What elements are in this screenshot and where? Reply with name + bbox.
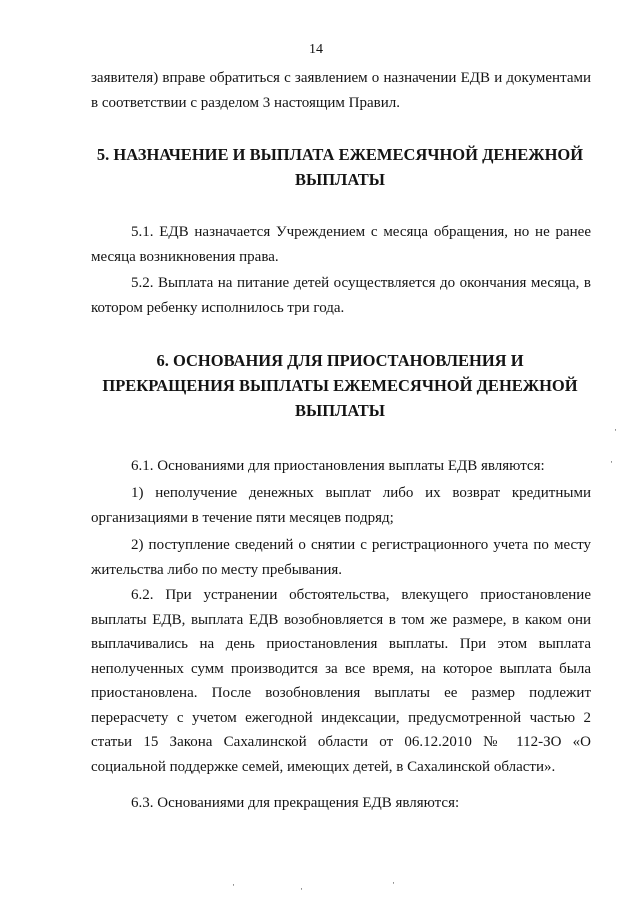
page-number: 14 — [309, 42, 323, 57]
scan-speck: · — [614, 425, 617, 435]
section-6-heading: 6. ОСНОВАНИЯ ДЛЯ ПРИОСТАНОВЛЕНИЯ И ПРЕКРАЩЕНИЯ ВЫПЛАТЫ ЕЖЕМЕСЯЧНОЙ ДЕНЕЖНОЙ ВЫПЛАТЫ — [102, 351, 578, 420]
section-5-heading: 5. НАЗНАЧЕНИЕ И ВЫПЛАТА ЕЖЕМЕСЯЧНОЙ ДЕНЕЖНОЙ ВЫПЛАТЫ — [96, 145, 584, 189]
paragraph-6-3: 6.3. Основаниями для прекращения ЕДВ являются: — [131, 795, 460, 811]
paragraph-6-1: 6.1. Основаниями для приостановления выплаты ЕДВ являются: — [131, 458, 545, 474]
intro-paragraph: заявителя) вправе обратиться с заявлением о назначении ЕДВ и документами в соответствии с разделом 3 настоящим Правил. — [91, 70, 591, 111]
paragraph-6-1-item-2: 2) поступление сведений о снятии с регистрационного учета по месту жительства либо по месту пребывания. — [91, 537, 591, 578]
scan-speck: · — [610, 457, 613, 467]
paragraph-6-2: 6.2. При устранении обстоятельства, влекущего приостановление выплаты ЕДВ, выплата ЕДВ возобновляется в том же размере, в каком они выплачивались на день приостановления выплаты. При этом выплата неполученных сумм производится за все время, на которое выплата была приостановлена. После возобновления выплаты ее размер подлежит перерасчету с учетом ежегодной индексации, предусмотренной частью 2 статьи 15 Закона Сахалинской области от 06.12.2010 № 112-ЗО «О социальной поддержке семей, имеющих детей, в Сахалинской области». — [91, 587, 591, 775]
paragraph-5-1: 5.1. ЕДВ назначается Учреждением с месяца обращения, но не ранее месяца возникновения права. — [91, 224, 591, 265]
paragraph-5-2: 5.2. Выплата на питание детей осуществляется до окончания месяца, в котором ребенку исполнилось три года. — [91, 275, 591, 316]
scan-speck: · — [392, 878, 395, 888]
scan-speck: · — [232, 880, 235, 890]
scan-speck: · — [300, 884, 303, 894]
paragraph-6-1-item-1: 1) неполучение денежных выплат либо их возврат кредитными организациями в течение пяти месяцев подряд; — [91, 485, 591, 526]
